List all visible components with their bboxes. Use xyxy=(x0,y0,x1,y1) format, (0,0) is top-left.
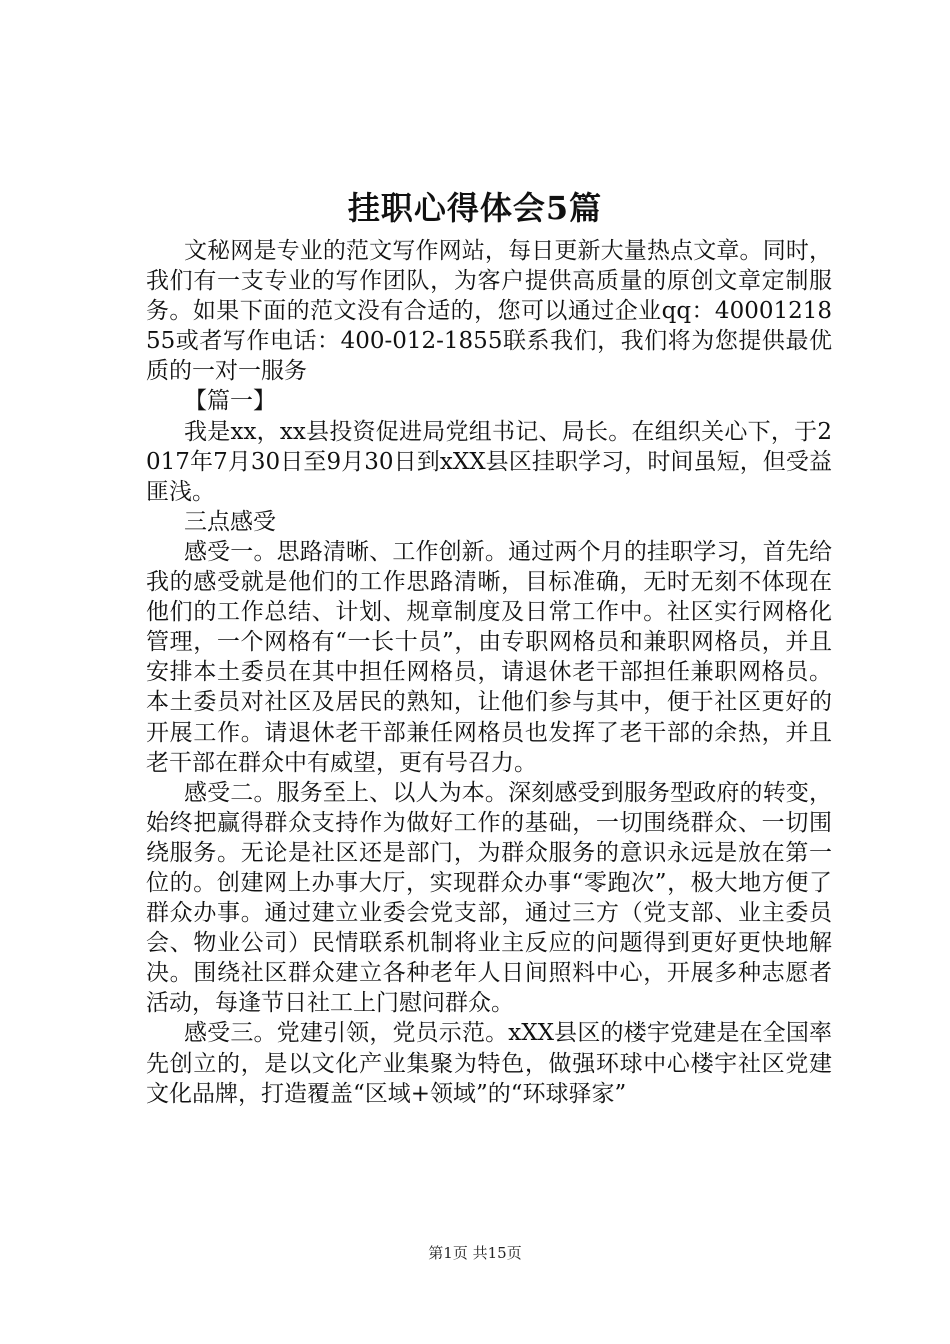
subheading-three-impressions: 三点感受 xyxy=(184,508,276,535)
document-body xyxy=(146,236,832,1109)
body-paragraph: 感受二。服务至上、以人为本。深刻感受到服务型政府的转变，始终把赢得群众支持作为做好工作的基础，一切围绕群众、一切围绕服务。无论是社区还是部门，为群众服务的意识永远是放在第一位的。创建网上办事大厅，实现群众办事“零跑次”，极大地方便了群众办事。通过建立业委会党支部，通过三方（党支部、业主委员会、物业公司）民情联系机制将业主反应的问题得到更好更快地解决。围绕社区群众建立各种老年人日间照料中心，开展多种志愿者活动，每逢节日社工上门慰问群众。 xyxy=(146,779,832,1017)
body-paragraph: 我是xx，xx县投资促进局党组书记、局长。在组织关心下，于2017年7月30日至9月30日到xXX县区挂职学习，时间虽短，但受益匪浅。 xyxy=(146,418,832,505)
body-paragraph: 感受三。党建引领，党员示范。xXX县区的楼宇党建是在全国率先创立的，是以文化产业集聚为特色，做强环球中心楼宇社区党建文化品牌，打造覆盖“区域+领域”的“环球驿家” xyxy=(146,1020,832,1107)
section-heading-part-one: 【篇一】 xyxy=(184,388,276,415)
body-paragraph: 感受一。思路清晰、工作创新。通过两个月的挂职学习，首先给我的感受就是他们的工作思路清晰，目标准确，无时无刻不体现在他们的工作总结、计划、规章制度及日常工作中。社区实行网格化管理，一个网格有“一长十员”，由专职网格员和兼职网格员，并且安排本土委员在其中担任网格员，请退休老干部担任兼职网格员。本土委员对社区及居民的熟知，让他们参与其中，便于社区更好的开展工作。请退休老干部兼任网格员也发挥了老干部的余热，并且老干部在群众中有威望，更有号召力。 xyxy=(146,538,832,776)
document-title: 挂职心得体会5篇 xyxy=(347,189,603,227)
page-footer: 第1页 共15页 xyxy=(428,1244,522,1262)
intro-paragraph: 文秘网是专业的范文写作网站，每日更新大量热点文章。同时，我们有一支专业的写作团队，为客户提供高质量的原创文章定制服务。如果下面的范文没有合适的，您可以通过企业qq：4000121855或者写作电话：400-012-1855联系我们，我们将为您提供最优质的一对一服务 xyxy=(146,238,832,385)
